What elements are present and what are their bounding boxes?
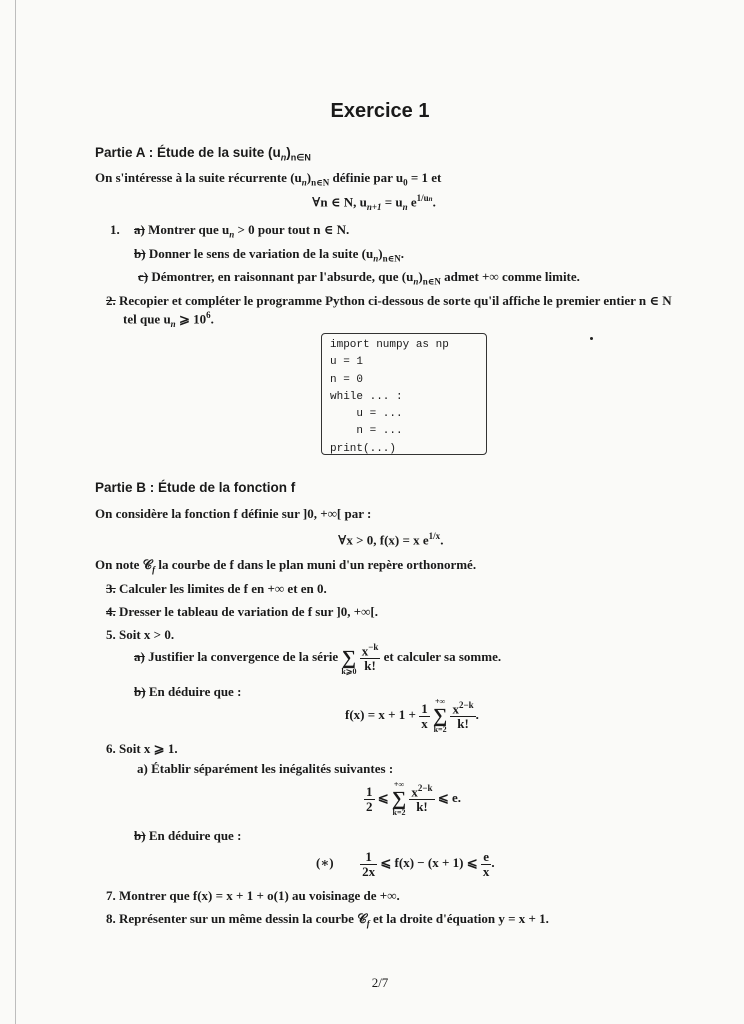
q5b-formula: f(x) = x + 1 + $\frac{1}{x}$ +∞ ∑ k=2 $\frac{x^{2-k}}{k!}$ . [345, 697, 479, 734]
q1c-item: c) Démontrer, en raisonnant par l'absurde, que $(u_n)_{n\in N}$ admet +∞ comme limite. [138, 269, 580, 287]
q6-item: 6. Soit x ⩾ 1. [106, 741, 178, 756]
q5a-marker: a) [134, 648, 145, 664]
q5b-marker: b) [134, 684, 146, 699]
code-line: u = 1 [330, 356, 364, 369]
function-definition: ∀x > 0, f(x) = x $e^{1/x}$. [338, 531, 444, 548]
q7-item: 7. Montrer que f(x) = x + 1 + o(1) au voisinage de +∞. [106, 888, 400, 903]
part-b-intro: On considère la fonction f définie sur ]0, +∞[ par : [95, 506, 372, 521]
code-line: n = 0 [330, 373, 364, 386]
code-line: while ... : [330, 390, 403, 403]
q6a-marker: a) [137, 761, 148, 776]
recurrence-formula: ∀n ∈ N, $u_{n+1} = u_n$ $e^{1/un}$. [312, 193, 436, 212]
q5-number: 5. [106, 627, 116, 642]
page-number: 2/7 [371, 975, 389, 990]
q8-item: 8. Représenter sur un même dessin la courbe 𝒞$_f$ et la droite d'équation y = x + 1. [106, 911, 549, 929]
sum-symbol: ∑ k⩾0 [341, 647, 357, 676]
code-line: import numpy as np [330, 339, 449, 351]
q7-number: 7. [106, 888, 116, 903]
q3-item: 3. Calculer les limites de f en +∞ et en 0. [106, 581, 327, 596]
code-line: u = ... [330, 408, 403, 421]
part-b-heading: Partie B : Étude de la fonction f [95, 480, 296, 495]
stray-dot [590, 337, 593, 340]
q4-number: 4. [106, 604, 116, 619]
q3-number: 3. [106, 581, 116, 596]
q1a-item: a) Montrer que $u_n > 0$ pour tout n ∈ N. [134, 222, 350, 240]
q8-number: 8. [106, 911, 116, 926]
q1a-marker: a) [134, 222, 145, 237]
q1c-marker: c) [138, 269, 149, 284]
code-line: n = ... [330, 425, 403, 438]
q2-number: 2. [106, 293, 116, 308]
q5b-item: b) En déduire que : [134, 684, 242, 699]
q5a-item: a) Justifier la convergence de la série ∑ k⩾0 $\frac{x^{-k}}{k!}$ et calculer sa somme. [134, 640, 501, 676]
python-code-box [321, 333, 487, 455]
q6b-marker: b) [134, 828, 146, 843]
part-a-intro: On s'intéresse à la suite récurrente $(u_n)_{n\in N}$ définie par $u_0 = 1$ et [95, 170, 442, 188]
curve-note: On note 𝒞$_f$ la courbe de f dans le plan muni d'un repère orthonormé. [95, 557, 477, 575]
q4-item: 4. Dresser le tableau de variation de f sur ]0, +∞[. [106, 604, 378, 619]
q5-item: 5. Soit x > 0. [106, 627, 175, 642]
q1b-item: b) Donner le sens de variation de la suite $(u_n)_{n\in N}$. [134, 246, 404, 264]
q1b-marker: b) [134, 246, 146, 261]
q6b-item: b) En déduire que : [134, 828, 242, 843]
q6a-item: a) Établir séparément les inégalités suivantes : [137, 761, 394, 776]
part-a-heading: Partie A : Étude de la suite $(u_n)_{n\in N}$ [95, 145, 311, 163]
q1-number: 1. [110, 222, 120, 237]
fraction: $\frac{x^{-k}}{k!}$ [361, 642, 379, 674]
left-margin-rule [15, 0, 16, 1024]
q2-item: 2. Recopier et compléter le programme Python ci-dessous de sorte qu'il affiche le premier entier n ∈ N [106, 293, 672, 308]
q2-line2: tel que $u_n$ ⩾ $10^6$. [123, 310, 214, 329]
q6b-formula: (∗) $\frac{1}{2x}$ ⩽ f(x) − (x + 1) ⩽ $\frac{e}{x}$ . [316, 849, 495, 879]
exercise-title: Exercice 1 [330, 100, 430, 122]
q6-number: 6. [106, 741, 116, 756]
q6a-formula: $\frac{1}{2}$ ⩽ +∞ ∑ k=2 $\frac{x^{2-k}}{k!}$ ⩽ e. [366, 780, 461, 817]
code-line: print(...) [330, 442, 397, 455]
